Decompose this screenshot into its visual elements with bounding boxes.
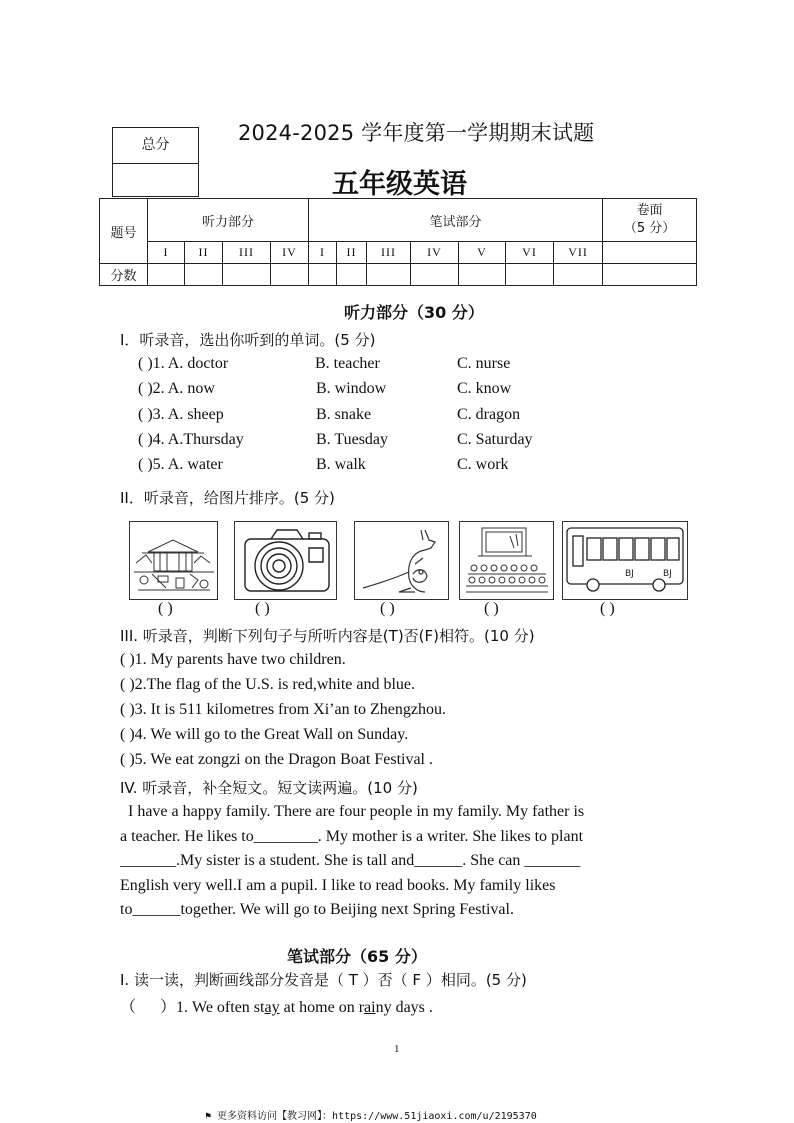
part1-item-4-c: C. Saturday [457,431,533,448]
part1-item-3-a: ( )3. A. sheep [138,406,224,423]
item-text: ny days . [375,999,433,1016]
part1-item-2-c: C. know [457,380,512,397]
score-cell[interactable] [309,264,337,286]
part1-item-5-b: B. walk [316,456,366,473]
score-cell[interactable] [459,264,506,286]
listening-header: 听力部分 [148,199,309,242]
row-label-score: 分数 [100,264,148,286]
score-cell[interactable] [148,264,185,286]
footer-link[interactable] [205,1107,537,1122]
score-cell[interactable] [223,264,271,286]
kangaroo-drawing [355,522,448,599]
row-label-number: 题号 [100,199,148,264]
underlined-letters: ai [364,999,376,1016]
writing-heading: 笔试部分（65 分） [287,947,427,966]
paper-label: 卷面 [636,203,663,218]
bus-sign: BJ [625,569,634,579]
total-score-label: 总分 [113,128,198,164]
part3-item: ( )1. My parents have two children. [120,651,346,668]
picture-order-paren[interactable]: ( ) [158,600,173,617]
col-writing-2: II [337,242,367,264]
col-paper-blank [603,242,697,264]
part3-item: ( )4. We will go to the Great Wall on Sunday. [120,726,409,743]
part1-item-4-b: B. Tuesday [316,431,389,448]
passage-line: I have a happy family. There are four people in my family. My father is [120,803,585,820]
item-text: at home on r [279,999,365,1016]
item-text: （ ）1. We often st [120,999,265,1016]
temple-drawing [130,522,217,599]
part1-item-2-b: B. window [316,380,387,397]
picture-order-paren[interactable]: ( ) [600,600,615,617]
score-cell[interactable] [337,264,367,286]
camera-drawing [235,522,336,599]
col-writing-4: IV [411,242,459,264]
part1-item-4-a: ( )4. A.Thursday [138,431,244,448]
part4-passage [120,800,680,923]
page-number: 1 [394,1043,400,1055]
part1-item-5-c: C. work [457,456,509,473]
writing-part1-title: I. 读一读，判断画线部分发音是（ T ）否（ F ）相同。(5 分) [120,971,527,989]
part1-item-1-a: ( )1. A. doctor [138,355,229,372]
listening-heading: 听力部分（30 分） [344,303,484,322]
col-writing-5: V [459,242,506,264]
bus-drawing [563,522,687,599]
score-table [99,198,697,286]
score-cell[interactable] [367,264,411,286]
camera-picture [234,521,337,600]
col-listening-4: IV [271,242,309,264]
col-writing-3: III [367,242,411,264]
score-cell[interactable] [185,264,223,286]
passage-line: to______together. We will go to Beijing next Spring Festival. [120,901,514,919]
total-score-box [112,127,199,197]
bus-picture [562,521,688,600]
col-writing-6: VI [506,242,554,264]
score-cell[interactable] [554,264,603,286]
passage-line: a teacher. He likes to________. My mother is a writer. She likes to plant [120,827,584,845]
cinema-picture [459,521,554,600]
picture-order-paren[interactable]: ( ) [255,600,270,617]
part3-item: ( )5. We eat zongzi on the Dragon Boat Festival . [120,751,433,768]
score-cell[interactable] [603,264,697,286]
col-listening-2: II [185,242,223,264]
part1-item-3-b: B. snake [316,406,372,423]
picture-order-paren[interactable]: ( ) [484,600,499,617]
underlined-letters: ay [264,999,280,1016]
col-writing-1: I [309,242,337,264]
part1-title: I．听录音，选出你听到的单词。(5 分) [120,331,376,349]
score-cell[interactable] [271,264,309,286]
passage-line: _______.My sister is a student. She is tall and______. She can _______ [120,852,581,870]
score-cell[interactable] [506,264,554,286]
part1-item-1-c: C. nurse [457,355,511,372]
paper-points: （5 分） [623,221,676,236]
footer-text[interactable]: 更多资料访问【教习网】：https://www.51jiaoxi.com/u/2195370 [217,1111,537,1122]
flag-icon: ⚑ [205,1111,218,1122]
kangaroo-picture [354,521,449,600]
paper-header [603,199,697,242]
passage-line: English very well.I am a pupil. I like to read books. My family likes [120,876,556,894]
writing-part1-item-1 [120,994,433,1017]
writing-header: 笔试部分 [309,199,603,242]
part1-item-3-c: C. dragon [457,406,521,423]
col-writing-7: VII [554,242,603,264]
part3-item: ( )3. It is 511 kilometres from Xi’an to Zhengzhou. [120,701,446,718]
col-listening-1: I [148,242,185,264]
score-cell[interactable] [411,264,459,286]
part3-title: III. 听录音，判断下列句子与所听内容是(T)否(F)相符。(10 分) [120,627,535,645]
exam-title: 2024-2025 学年度第一学期期末试题 [238,121,595,145]
part3-item: ( )2.The flag of the U.S. is red,white and blue. [120,676,416,693]
part1-item-2-a: ( )2. A. now [138,380,215,397]
part1-item-1-b: B. teacher [315,355,380,372]
bus-sign: BJ [663,569,672,579]
part1-item-5-a: ( )5. A. water [138,456,223,473]
col-listening-3: III [223,242,271,264]
temple-picture [129,521,218,600]
cinema-drawing [460,522,553,599]
picture-order-paren[interactable]: ( ) [380,600,395,617]
part2-title: II．听录音，给图片排序。(5 分) [120,489,335,507]
exam-subject: 五年级英语 [332,169,467,200]
part4-title: IV. 听录音，补全短文。短文读两遍。(10 分) [120,779,418,797]
